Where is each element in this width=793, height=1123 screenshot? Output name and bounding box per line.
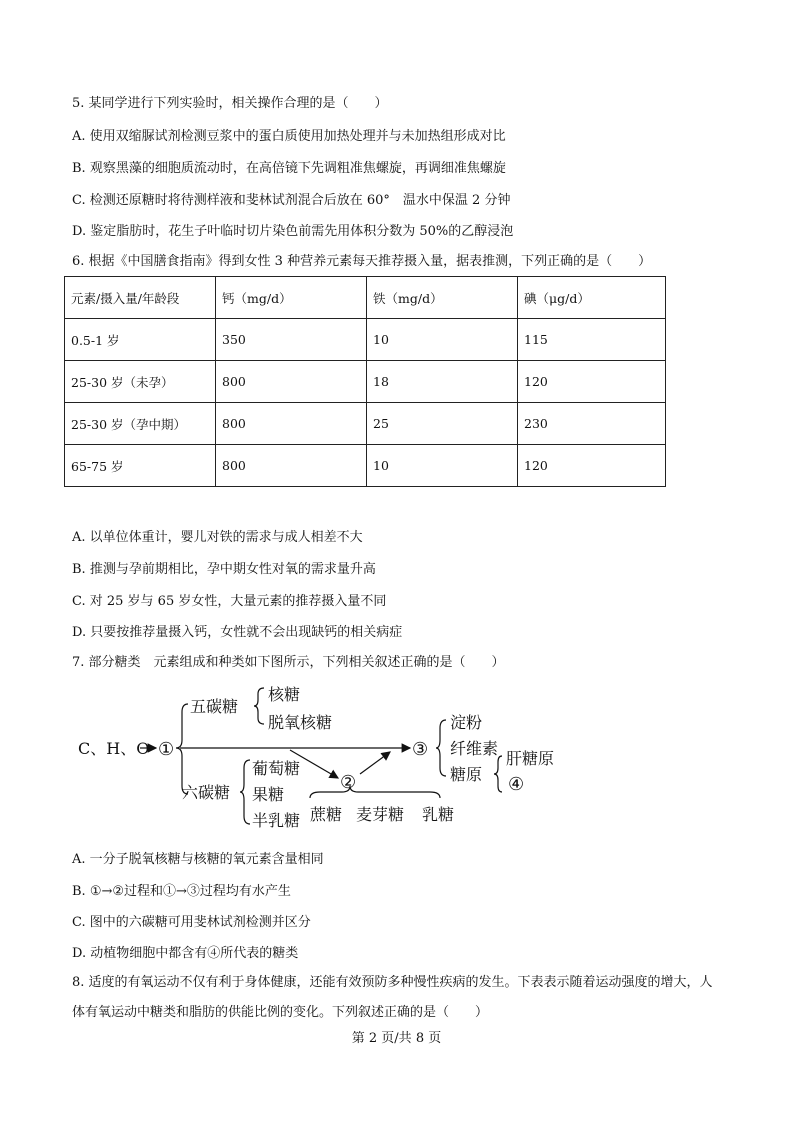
q7-option-d: D. 动植物细胞中都含有④所代表的糖类 [72, 946, 299, 961]
brace-glycogen [494, 756, 502, 792]
page-footer: 第 2 页/共 8 页 [351, 1031, 442, 1046]
q7-stem: 7. 部分糖类 元素组成和种类如下图所示，下列相关叙述正确的是（ ） [72, 655, 505, 670]
diagram-glycogen: 糖原 [450, 765, 483, 784]
table-cell: 800 [216, 361, 367, 403]
q5-stem: 5. 某同学进行下列实验时，相关操作合理的是（ ） [72, 96, 388, 111]
q6-stem: 6. 根据《中国膳食指南》得到女性 3 种营养元素每天推荐摄入量，据表推测，下列正确的是（ ） [72, 254, 652, 269]
q5-option-d: D. 鉴定脂肪时，花生子叶临时切片染色前需先用体积分数为 50%的乙醇浸泡 [72, 224, 514, 239]
diagram-node-2: ② [340, 772, 357, 793]
diagram-node-1: ① [158, 739, 175, 760]
diagram-starch: 淀粉 [450, 713, 483, 732]
diagram-source: C、H、O [78, 739, 150, 758]
diagram-pentose: 五碳糖 [190, 697, 239, 716]
table-header-row [65, 277, 666, 319]
table-row [65, 403, 666, 445]
diagram-node-3: ③ [412, 739, 429, 760]
diagram-maltose: 麦芽糖 [356, 805, 405, 824]
q7-option-c: C. 图中的六碳糖可用斐林试剂检测并区分 [72, 915, 311, 930]
table-cell: 65-75 岁 [65, 445, 216, 487]
diagram-fructose: 果糖 [252, 785, 285, 804]
table-cell: 120 [518, 445, 666, 487]
sugar-classification-diagram [70, 680, 590, 830]
table-cell: 10 [367, 319, 518, 361]
diagram-hexose: 六碳糖 [182, 783, 231, 802]
q6-option-c: C. 对 25 岁与 65 岁女性，大量元素的推荐摄入量不同 [72, 594, 387, 609]
brace-pentose-hexose [176, 704, 188, 794]
table-header-cell: 元素/摄入量/年龄段 [65, 277, 216, 319]
table-row [65, 361, 666, 403]
table-cell: 230 [518, 403, 666, 445]
table-header-cell: 铁（mg/d） [367, 277, 518, 319]
q5-option-c: C. 检测还原糖时将待测样液和斐林试剂混合后放在 60° 温水中保温 2 分钟 [72, 193, 511, 208]
q6-option-b: B. 推测与孕前期相比，孕中期女性对氧的需求量升高 [72, 562, 376, 577]
q8-stem: 8. 适度的有氧运动不仅有利于身体健康，还能有效预防多种慢性疾病的发生。下表表示随着运动强度的增大，人体有氧运动中糖类和脂肪的供能比例的变化。下列叙述正确的是（ ） [72, 975, 713, 1020]
q6-option-d: D. 只要按推荐量摄入钙，女性就不会出现缺钙的相关病症 [72, 625, 403, 640]
q6-option-a: A. 以单位体重计，婴儿对铁的需求与成人相差不大 [72, 530, 363, 545]
diagram-node-4: ④ [508, 774, 525, 795]
q7-option-a: A. 一分子脱氧核糖与核糖的氧元素含量相同 [72, 852, 324, 867]
diagram-cellulose: 纤维素 [450, 739, 499, 758]
brace-disaccharides [310, 786, 440, 798]
table-cell: 10 [367, 445, 518, 487]
table-cell: 800 [216, 445, 367, 487]
table-header-cell: 碘（μg/d） [518, 277, 666, 319]
q5-option-b: B. 观察黑藻的细胞质流动时，在高倍镜下先调粗准焦螺旋，再调细准焦螺旋 [72, 161, 506, 176]
brace-polysaccharides [436, 720, 446, 776]
arrow-2-to-3 [360, 752, 390, 774]
diagram-sucrose: 蔗糖 [310, 805, 343, 824]
table-cell: 115 [518, 319, 666, 361]
q5-option-a: A. 使用双缩脲试剂检测豆浆中的蛋白质使用加热处理并与未加热组形成对比 [72, 129, 506, 144]
table-cell: 0.5-1 岁 [65, 319, 216, 361]
brace-pentose [254, 688, 264, 724]
table-row [65, 445, 666, 487]
table-cell: 25 [367, 403, 518, 445]
diagram-ribose: 核糖 [268, 685, 301, 704]
diagram-lactose: 乳糖 [422, 805, 455, 824]
q7-option-b: B. ①→②过程和①→③过程均有水产生 [72, 884, 291, 899]
table-cell: 350 [216, 319, 367, 361]
diagram-liver-glycogen: 肝糖原 [506, 749, 555, 768]
diagram-galactose: 半乳糖 [252, 811, 301, 830]
table-cell: 18 [367, 361, 518, 403]
brace-hexose [240, 760, 250, 824]
diagram-glucose: 葡萄糖 [252, 759, 301, 778]
table-cell: 25-30 岁（未孕） [65, 361, 216, 403]
table-cell: 800 [216, 403, 367, 445]
table-cell: 25-30 岁（孕中期） [65, 403, 216, 445]
nutrient-table [64, 276, 666, 487]
table-header-cell: 钙（mg/d） [216, 277, 367, 319]
diagram-deoxyribose: 脱氧核糖 [268, 713, 333, 732]
table-cell: 120 [518, 361, 666, 403]
table-row [65, 319, 666, 361]
